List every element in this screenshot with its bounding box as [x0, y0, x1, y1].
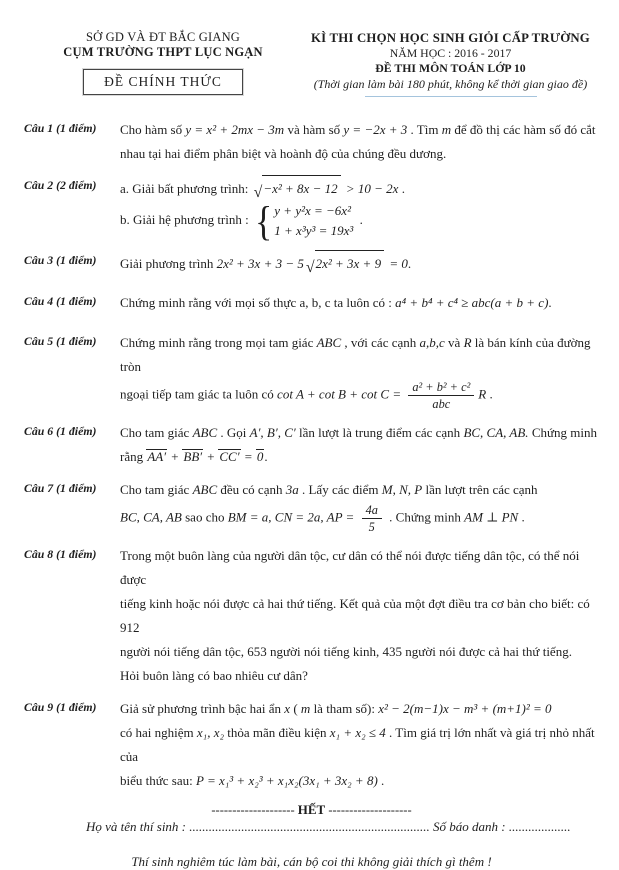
math-fragment: m [300, 701, 311, 717]
official-exam-label: ĐỀ CHÍNH THỨC [104, 74, 222, 89]
question-line [120, 478, 599, 502]
question-line [120, 544, 599, 592]
math-fragment: = [240, 448, 256, 464]
question-body [114, 118, 599, 166]
proctor-note: Thí sinh nghiêm túc làm bài, cán bộ coi thi không giải thích gì thêm ! [131, 854, 492, 870]
text-fragment: Cho tam giác [120, 424, 193, 440]
text-fragment: . [398, 181, 405, 197]
sqrt-expression [306, 250, 384, 276]
text-fragment: Giả sử phương trình bậc hai ẩn [120, 701, 285, 717]
divider-line [365, 96, 537, 97]
equation-system [255, 198, 354, 245]
question-body [114, 250, 599, 276]
math-fragment: cot A + cot B + cot C = [277, 386, 405, 402]
text-fragment: Chứng minh rằng trong mọi tam giác [120, 334, 317, 350]
school-year: NĂM HỌC : 2016 - 2017 [389, 46, 512, 60]
question-body [114, 478, 599, 535]
text-fragment: sao cho [181, 509, 228, 525]
end-marker-label: HẾT [297, 802, 326, 818]
text-fragment: . [407, 256, 412, 272]
question-row [24, 697, 599, 793]
math-fragment: x₁, x₂ [196, 725, 224, 741]
vector-overline: BB′ [183, 448, 203, 464]
text-fragment: . Gọi [217, 424, 250, 440]
candidate-id-label: Số báo danh : [429, 819, 509, 835]
math-fragment: 2x² + 3x + 3 − 5 [216, 256, 304, 272]
question-label: Câu 1 (1 điểm) [24, 121, 97, 135]
math-fragment: ABC [192, 424, 218, 440]
text-fragment: biểu thức sau: [120, 773, 197, 789]
math-fragment: + [167, 448, 183, 464]
candidate-info-line [24, 818, 599, 835]
text-fragment: người nói tiếng dân tộc, 653 người nói tiếng kinh, 435 người nói được cả hai thứ tiếng. [120, 644, 572, 660]
fraction-numerator: a² + b² + c² [408, 379, 474, 396]
text-fragment: Giải phương trình [120, 256, 217, 272]
question-row [24, 478, 599, 535]
text-fragment: rằng [120, 448, 147, 464]
text-fragment: là bán kính của đường tròn [120, 334, 591, 374]
contest-title: KÌ THI CHỌN HỌC SINH GIỎI CẤP TRƯỜNG [311, 31, 590, 45]
question-body [114, 175, 599, 245]
question-body [114, 331, 599, 412]
text-fragment: . Lấy các điểm [298, 481, 382, 497]
question-line [120, 769, 599, 793]
text-fragment: . Tìm [407, 122, 442, 137]
question-row [24, 250, 599, 276]
text-fragment: Hỏi buôn làng có bao nhiêu cư dân? [120, 668, 308, 684]
text-fragment: nhau tại hai điểm phân biệt và hoành độ của chúng đều dương. [120, 146, 447, 162]
question-row [24, 118, 599, 166]
text-fragment: lần lượt trên các cạnh [422, 481, 538, 497]
candidate-id-blank: ................... [508, 819, 571, 835]
end-marker-dashes-left: -------------------- [211, 803, 295, 818]
sqrt-sign: √ [305, 259, 315, 277]
question-line [120, 198, 599, 245]
question-body [114, 421, 599, 469]
sqrt-radicand: −x² + 8x − 12 [262, 175, 340, 201]
question-label: Câu 7 (1 điểm) [24, 480, 97, 495]
question-line [120, 721, 599, 769]
text-fragment: ( [290, 701, 301, 717]
question-row [24, 421, 599, 469]
text-fragment: ngoại tiếp tam giác ta luôn có [120, 386, 278, 402]
text-fragment: . [264, 448, 268, 464]
math-fragment: y = −2x + 3 [343, 122, 408, 137]
fraction [408, 379, 474, 412]
math-fragment: x [284, 701, 291, 717]
vector-overline: 0 [256, 448, 264, 464]
question-line [120, 502, 599, 535]
candidate-name-label: Họ và tên thí sinh : [86, 819, 190, 835]
text-fragment: . [377, 773, 385, 789]
math-fragment: = 0 [386, 256, 408, 272]
exam-header [24, 30, 599, 97]
question-line [120, 421, 599, 445]
question-label: Câu 9 (1 điểm) [24, 700, 97, 715]
text-fragment: . [518, 509, 525, 525]
text-fragment: Chứng minh rằng với mọi số thực a, b, c ta luôn có : [120, 295, 396, 311]
question-row [24, 331, 599, 412]
math-fragment: + [203, 448, 219, 464]
question-line [120, 291, 599, 315]
org-name: SỞ GD VÀ ĐT BẮC GIANG [85, 30, 241, 44]
duration-note: (Thời gian làm bài 180 phút, không kể thời gian giao đề) [313, 77, 588, 91]
official-exam-box [83, 69, 243, 95]
math-fragment: A′, B′, C′ [249, 424, 296, 440]
math-fragment: a⁴ + b⁴ + c⁴ ≥ abc(a + b + c) [395, 295, 549, 311]
question-line [120, 142, 599, 166]
question-line [120, 175, 599, 201]
math-fragment: ABC [192, 481, 218, 497]
candidate-name-blank: .......................................................................... [189, 819, 430, 835]
math-fragment: x² − 2(m−1)x − m³ + (m+1)² = 0 [378, 701, 552, 717]
exam-title-block [302, 30, 599, 97]
question-row [24, 544, 599, 688]
text-fragment: , với các cạnh [341, 334, 420, 350]
math-fragment: ABC [316, 334, 342, 350]
text-fragment: . Tìm giá trị lớn nhất và giá trị nhỏ nhất của [120, 725, 595, 765]
question-line [120, 640, 599, 664]
math-fragment: BC, CA, AB. [463, 424, 529, 440]
text-fragment: là tham số): [310, 701, 379, 717]
subject-grade: ĐỀ THI MÔN TOÁN LỚP 10 [375, 61, 526, 75]
math-fragment: m [441, 122, 452, 137]
text-fragment: thỏa mãn điều kiện [224, 725, 330, 741]
math-fragment: BM = a, CN = 2a, AP = [227, 509, 358, 525]
text-fragment: có hai nghiệm [120, 725, 197, 741]
equation-rows [274, 201, 353, 241]
question-line [120, 445, 599, 469]
fraction [362, 502, 382, 535]
sqrt-radicand: 2x² + 3x + 9 [315, 250, 384, 276]
text-fragment: Cho tam giác [120, 481, 193, 497]
math-fragment: BC, CA, AB [120, 509, 182, 525]
question-label: Câu 4 (1 điểm) [24, 294, 97, 309]
text-fragment: và [444, 334, 464, 350]
math-fragment: x₁ + x₂ ≤ 4 [329, 725, 386, 741]
text-fragment: đều có cạnh [217, 481, 286, 497]
vector-overline: AA′ [147, 448, 167, 464]
math-fragment: P = x₁³ + x₂³ + x₁x₂(3x₁ + 3x₂ + 8) [196, 773, 378, 789]
equation-row: 1 + x³y³ = 19x³ [274, 223, 354, 239]
end-marker-dashes-right: -------------------- [328, 803, 412, 818]
math-fragment: > 10 − 2x [342, 181, 399, 197]
fraction-denominator: abc [432, 396, 451, 411]
text-fragment: . [486, 386, 493, 402]
question-label: Câu 6 (1 điểm) [24, 423, 97, 438]
text-fragment: tiếng kinh hoặc nói được cả hai thứ tiếng. Kết quả của một đợt điều tra cơ bản cho biết: có 912 [120, 596, 590, 636]
text-fragment: . [548, 295, 552, 311]
school-cluster-name: CỤM TRƯỜNG THPT LỤC NGẠN [63, 45, 263, 59]
question-line [120, 664, 599, 688]
text-fragment: . [356, 212, 363, 228]
fraction-numerator: 4a [362, 502, 382, 519]
question-line [120, 250, 599, 276]
question-row [24, 291, 599, 315]
text-fragment: . Chứng minh [385, 509, 465, 525]
text-fragment: b. Giải hệ phương trình : [120, 212, 252, 228]
question-body [114, 544, 599, 688]
question-label: Câu 2 (2 điểm) [24, 178, 97, 193]
math-fragment: AM ⊥ PN [464, 509, 519, 525]
question-line [120, 379, 599, 412]
text-fragment: Cho hàm số [120, 122, 186, 137]
question-line [120, 331, 599, 379]
question-line [120, 697, 599, 721]
issuing-org-block [24, 30, 302, 95]
math-fragment: M, N, P [381, 481, 423, 497]
question-line [120, 118, 599, 142]
text-fragment: và hàm số [284, 122, 344, 137]
text-fragment: a. Giải bất phương trình: [120, 181, 252, 197]
text-fragment: lần lượt là trung điểm các cạnh [295, 424, 464, 440]
question-label: Câu 3 (1 điểm) [24, 253, 97, 268]
questions [24, 118, 599, 793]
vector-overline: CC′ [219, 448, 240, 464]
math-fragment: R [478, 386, 487, 402]
brace-icon: { [255, 198, 273, 245]
text-fragment: Trong một buôn làng của người dân tộc, cư dân có thể nói được tiếng dân tộc, có thể nói được [120, 547, 580, 587]
math-fragment: y = x² + 2mx − 3m [185, 122, 285, 137]
question-row [24, 175, 599, 245]
question-label: Câu 5 (1 điểm) [24, 333, 97, 348]
text-fragment: Chứng minh [528, 424, 598, 440]
question-body [114, 697, 599, 793]
math-fragment: 3a [285, 481, 299, 497]
text-fragment: để đồ thị các hàm số đó cắt [451, 122, 596, 137]
math-fragment: R [463, 334, 472, 350]
exam-footer [24, 802, 599, 870]
math-fragment: a,b,c [419, 334, 445, 350]
end-marker [24, 802, 599, 818]
sqrt-sign: √ [253, 183, 263, 201]
equation-row: y + y²x = −6x² [274, 203, 351, 219]
question-label: Câu 8 (1 điểm) [24, 546, 97, 561]
fraction-denominator: 5 [368, 519, 375, 534]
question-body [114, 291, 599, 315]
question-line [120, 592, 599, 640]
